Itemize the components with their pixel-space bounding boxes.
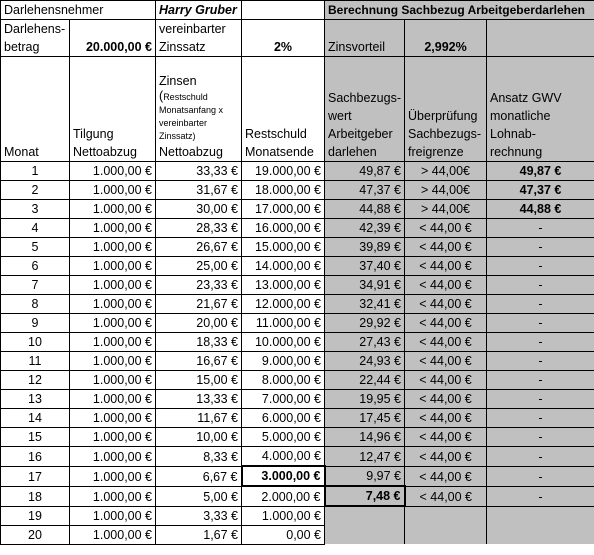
empty-cell[interactable]: [242, 20, 325, 39]
col-interest-line3: Monatsanfang x: [159, 105, 224, 115]
cell-interest[interactable]: 28,33 €: [156, 219, 242, 238]
cell-check[interactable]: < 44,00 €: [405, 447, 487, 467]
cell-repayment[interactable]: 1.000,00 €: [70, 314, 156, 333]
col-benefit-line2: wert: [328, 109, 352, 123]
cell-rest[interactable]: 1.000,00 €: [242, 506, 325, 525]
cell-benefit[interactable]: 12,47 €: [325, 447, 405, 467]
table-row: [1, 333, 594, 352]
cell-month[interactable]: 12: [1, 371, 70, 390]
table-row: [1, 257, 594, 276]
loan-row-bottom: [1, 38, 594, 57]
empty-cell[interactable]: [242, 1, 325, 20]
cell-gwv[interactable]: 44,88 €: [487, 200, 594, 219]
table-row: [1, 390, 594, 409]
cell-gwv[interactable]: -: [487, 333, 594, 352]
cell-repayment[interactable]: 1.000,00 €: [70, 525, 156, 544]
table-row: [1, 295, 594, 314]
cell-month[interactable]: 2: [1, 181, 70, 200]
cell-check[interactable]: < 44,00 €: [405, 409, 487, 428]
cell-benefit[interactable]: 47,37 €: [325, 181, 405, 200]
interest-rate-value[interactable]: 2%: [242, 38, 325, 57]
benefit-rate-value[interactable]: 2,992%: [405, 38, 487, 57]
cell-gwv[interactable]: -: [487, 257, 594, 276]
cell-check[interactable]: < 44,00 €: [405, 466, 487, 486]
cell-gwv[interactable]: -: [487, 447, 594, 467]
cell-rest[interactable]: 4.000,00 €: [242, 447, 325, 467]
cell-repayment[interactable]: 1.000,00 €: [70, 162, 156, 181]
col-gwv-line3: Lohnab-: [490, 127, 536, 141]
table-row: [1, 314, 594, 333]
col-check-line2: Sachbezugs-: [408, 127, 481, 141]
calc-title[interactable]: Berechnung Sachbezug Arbeitgeberdarlehen: [325, 1, 594, 20]
cell-month[interactable]: 4: [1, 219, 70, 238]
cell-rest[interactable]: 2.000,00 €: [242, 486, 325, 506]
table-row: [1, 428, 594, 447]
cell-rest[interactable]: 10.000,00 €: [242, 333, 325, 352]
cell-interest[interactable]: 3,33 €: [156, 506, 242, 525]
cell-gwv[interactable]: -: [487, 295, 594, 314]
cell-check[interactable]: < 44,00 €: [405, 238, 487, 257]
col-repayment-line2: Nettoabzug: [73, 145, 137, 159]
cell-benefit[interactable]: 17,45 €: [325, 409, 405, 428]
cell-check[interactable]: < 44,00 €: [405, 428, 487, 447]
col-check-line3: freigrenze: [408, 145, 464, 159]
cell-check[interactable]: < 44,00 €: [405, 390, 487, 409]
cell-gwv[interactable]: -: [487, 390, 594, 409]
cell-gwv[interactable]: -: [487, 486, 594, 506]
cell-check[interactable]: < 44,00 €: [405, 352, 487, 371]
rate-label-top[interactable]: vereinbarter: [156, 20, 242, 39]
cell-month[interactable]: 18: [1, 486, 70, 506]
table-row: [1, 371, 594, 390]
col-gwv-line4: rechnung: [490, 145, 543, 159]
cell-benefit[interactable]: 39,89 €: [325, 238, 405, 257]
cell-month[interactable]: 19: [1, 506, 70, 525]
cell-check[interactable]: > 44,00€: [405, 162, 487, 181]
cell-repayment[interactable]: 1.000,00 €: [70, 409, 156, 428]
cell-interest[interactable]: 15,00 €: [156, 371, 242, 390]
cell-repayment[interactable]: 1.000,00 €: [70, 257, 156, 276]
cell-benefit[interactable]: [325, 525, 405, 544]
cell-benefit[interactable]: 22,44 €: [325, 371, 405, 390]
cell-repayment[interactable]: 1.000,00 €: [70, 447, 156, 467]
table-row: [1, 486, 594, 506]
cell-interest[interactable]: 33,33 €: [156, 162, 242, 181]
cell-rest[interactable]: 15.000,00 €: [242, 238, 325, 257]
cell-check[interactable]: < 44,00 €: [405, 486, 487, 506]
empty-cell[interactable]: [70, 20, 156, 39]
cell-repayment[interactable]: 1.000,00 €: [70, 466, 156, 486]
cell-check[interactable]: < 44,00 €: [405, 371, 487, 390]
cell-month[interactable]: 17: [1, 466, 70, 486]
cell-interest[interactable]: 18,33 €: [156, 333, 242, 352]
cell-month[interactable]: 11: [1, 352, 70, 371]
cell-check[interactable]: > 44,00€: [405, 200, 487, 219]
cell-gwv[interactable]: 47,37 €: [487, 181, 594, 200]
amount-label-bottom[interactable]: betrag: [1, 38, 70, 57]
borrower-label[interactable]: Darlehensnehmer: [1, 1, 156, 20]
col-interest[interactable]: [156, 57, 242, 162]
cell-interest[interactable]: 30,00 €: [156, 200, 242, 219]
table-row: [1, 219, 594, 238]
cell-repayment[interactable]: 1.000,00 €: [70, 390, 156, 409]
empty-cell[interactable]: [487, 38, 594, 57]
cell-gwv[interactable]: -: [487, 466, 594, 486]
loan-amount-value[interactable]: 20.000,00 €: [70, 38, 156, 57]
table-row: [1, 466, 594, 486]
cell-rest[interactable]: 6.000,00 €: [242, 409, 325, 428]
cell-month[interactable]: 1: [1, 162, 70, 181]
cell-benefit[interactable]: 37,40 €: [325, 257, 405, 276]
cell-rest[interactable]: 18.000,00 €: [242, 181, 325, 200]
cell-interest[interactable]: 5,00 €: [156, 486, 242, 506]
cell-gwv[interactable]: -: [487, 276, 594, 295]
header-row: [1, 1, 594, 20]
empty-cell[interactable]: [487, 20, 594, 39]
col-interest-line4: vereinbarter: [159, 118, 208, 128]
cell-interest[interactable]: 23,33 €: [156, 276, 242, 295]
cell-check[interactable]: [405, 525, 487, 544]
cell-month[interactable]: 6: [1, 257, 70, 276]
cell-interest[interactable]: 21,67 €: [156, 295, 242, 314]
cell-benefit[interactable]: 44,88 €: [325, 200, 405, 219]
cell-month[interactable]: 13: [1, 390, 70, 409]
cell-month[interactable]: 3: [1, 200, 70, 219]
cell-repayment[interactable]: 1.000,00 €: [70, 428, 156, 447]
cell-benefit[interactable]: [325, 506, 405, 525]
cell-repayment[interactable]: 1.000,00 €: [70, 276, 156, 295]
col-rest-line1: Restschuld: [245, 127, 307, 141]
col-interest-line2: [159, 90, 238, 104]
cell-gwv[interactable]: [487, 525, 594, 544]
cell-check[interactable]: < 44,00 €: [405, 314, 487, 333]
cell-check[interactable]: < 44,00 €: [405, 333, 487, 352]
rate-label-bottom[interactable]: Zinssatz: [156, 38, 242, 57]
cell-interest[interactable]: 1,67 €: [156, 525, 242, 544]
cell-month[interactable]: 14: [1, 409, 70, 428]
borrower-name[interactable]: Harry Gruber: [156, 1, 242, 20]
cell-benefit[interactable]: 14,96 €: [325, 428, 405, 447]
col-month-label: Monat: [4, 145, 39, 159]
col-gwv-line1: Ansatz GWV: [490, 91, 562, 105]
table-row: [1, 409, 594, 428]
cell-gwv[interactable]: -: [487, 238, 594, 257]
cell-repayment[interactable]: 1.000,00 €: [70, 371, 156, 390]
cell-gwv[interactable]: -: [487, 219, 594, 238]
cell-rest[interactable]: 9.000,00 €: [242, 352, 325, 371]
cell-repayment[interactable]: 1.000,00 €: [70, 486, 156, 506]
cell-repayment[interactable]: 1.000,00 €: [70, 352, 156, 371]
cell-check[interactable]: [405, 506, 487, 525]
cell-benefit[interactable]: 42,39 €: [325, 219, 405, 238]
table-row: [1, 276, 594, 295]
col-benefit-line4: darlehen: [328, 145, 377, 159]
col-gwv-line2: monatliche: [490, 109, 551, 123]
cell-month[interactable]: 9: [1, 314, 70, 333]
cell-interest[interactable]: 6,67 €: [156, 466, 242, 486]
cell-benefit[interactable]: 34,91 €: [325, 276, 405, 295]
cell-benefit[interactable]: 9,97 €: [325, 466, 405, 486]
cell-interest[interactable]: 16,67 €: [156, 352, 242, 371]
cell-rest[interactable]: 3.000,00 €: [242, 466, 325, 486]
cell-month[interactable]: 20: [1, 525, 70, 544]
cell-month[interactable]: 15: [1, 428, 70, 447]
cell-benefit[interactable]: 49,87 €: [325, 162, 405, 181]
cell-repayment[interactable]: 1.000,00 €: [70, 333, 156, 352]
cell-gwv[interactable]: -: [487, 352, 594, 371]
cell-benefit[interactable]: 24,93 €: [325, 352, 405, 371]
cell-rest[interactable]: 16.000,00 €: [242, 219, 325, 238]
cell-rest[interactable]: 5.000,00 €: [242, 428, 325, 447]
cell-month[interactable]: 5: [1, 238, 70, 257]
cell-gwv[interactable]: -: [487, 314, 594, 333]
col-benefit-line1: Sachbezugs-: [328, 91, 401, 105]
cell-month[interactable]: 16: [1, 447, 70, 467]
table-row: [1, 162, 594, 181]
cell-interest[interactable]: 13,33 €: [156, 390, 242, 409]
col-rest-line2: Monatsende: [245, 145, 314, 159]
cell-gwv[interactable]: 49,87 €: [487, 162, 594, 181]
table-row: [1, 238, 594, 257]
cell-repayment[interactable]: 1.000,00 €: [70, 200, 156, 219]
col-repayment[interactable]: [70, 57, 156, 162]
cell-check[interactable]: < 44,00 €: [405, 295, 487, 314]
column-header-row: [1, 57, 594, 162]
table-row: [1, 506, 594, 525]
cell-rest[interactable]: 0,00 €: [242, 525, 325, 544]
cell-interest[interactable]: 26,67 €: [156, 238, 242, 257]
cell-interest[interactable]: 25,00 €: [156, 257, 242, 276]
col-benefit[interactable]: [325, 57, 405, 162]
cell-month[interactable]: 8: [1, 295, 70, 314]
cell-gwv[interactable]: -: [487, 428, 594, 447]
table-row: [1, 181, 594, 200]
cell-repayment[interactable]: 1.000,00 €: [70, 238, 156, 257]
cell-rest[interactable]: 14.000,00 €: [242, 257, 325, 276]
cell-rest[interactable]: 13.000,00 €: [242, 276, 325, 295]
cell-benefit[interactable]: 32,41 €: [325, 295, 405, 314]
table-row: [1, 200, 594, 219]
cell-interest[interactable]: 31,67 €: [156, 181, 242, 200]
table-row: [1, 447, 594, 467]
col-interest-line2-text: Restschuld: [163, 92, 208, 102]
cell-interest[interactable]: 8,33 €: [156, 447, 242, 467]
cell-month[interactable]: 10: [1, 333, 70, 352]
cell-repayment[interactable]: 1.000,00 €: [70, 219, 156, 238]
empty-cell[interactable]: [405, 20, 487, 39]
loan-row-top: [1, 20, 594, 39]
cell-rest[interactable]: 11.000,00 €: [242, 314, 325, 333]
table-row: [1, 352, 594, 371]
cell-month[interactable]: 7: [1, 276, 70, 295]
col-repayment-line1: Tilgung: [73, 127, 114, 141]
cell-repayment[interactable]: 1.000,00 €: [70, 506, 156, 525]
cell-benefit[interactable]: 19,95 €: [325, 390, 405, 409]
cell-interest[interactable]: 10,00 €: [156, 428, 242, 447]
empty-cell[interactable]: [325, 20, 405, 39]
col-interest-line5: Zinssatz): [159, 131, 196, 141]
cell-check[interactable]: > 44,00€: [405, 181, 487, 200]
col-gwv[interactable]: [487, 57, 594, 162]
benefit-label[interactable]: Zinsvorteil: [325, 38, 405, 57]
cell-gwv[interactable]: -: [487, 409, 594, 428]
cell-check[interactable]: < 44,00 €: [405, 219, 487, 238]
cell-benefit[interactable]: 27,43 €: [325, 333, 405, 352]
col-interest-line6: Nettoabzug: [159, 145, 223, 159]
cell-rest[interactable]: 19.000,00 €: [242, 162, 325, 181]
amount-label-top[interactable]: Darlehens-: [1, 20, 70, 39]
cell-gwv[interactable]: -: [487, 371, 594, 390]
col-interest-paren: (: [159, 89, 164, 103]
col-benefit-line3: Arbeitgeber: [328, 127, 393, 141]
cell-gwv[interactable]: [487, 506, 594, 525]
cell-repayment[interactable]: 1.000,00 €: [70, 295, 156, 314]
cell-check[interactable]: < 44,00 €: [405, 276, 487, 295]
cell-benefit[interactable]: 29,92 €: [325, 314, 405, 333]
cell-rest[interactable]: 7.000,00 €: [242, 390, 325, 409]
col-month[interactable]: [1, 57, 70, 162]
col-rest[interactable]: [242, 57, 325, 162]
cell-interest[interactable]: 20,00 €: [156, 314, 242, 333]
cell-rest[interactable]: 12.000,00 €: [242, 295, 325, 314]
col-check-line1: Überprüfung: [408, 109, 478, 123]
cell-benefit[interactable]: 7,48 €: [325, 486, 405, 506]
col-interest-line1: Zinsen: [159, 74, 197, 88]
cell-repayment[interactable]: 1.000,00 €: [70, 181, 156, 200]
cell-rest[interactable]: 8.000,00 €: [242, 371, 325, 390]
cell-interest[interactable]: 11,67 €: [156, 409, 242, 428]
cell-check[interactable]: < 44,00 €: [405, 257, 487, 276]
cell-rest[interactable]: 17.000,00 €: [242, 200, 325, 219]
table-row: [1, 525, 594, 544]
col-check[interactable]: [405, 57, 487, 162]
